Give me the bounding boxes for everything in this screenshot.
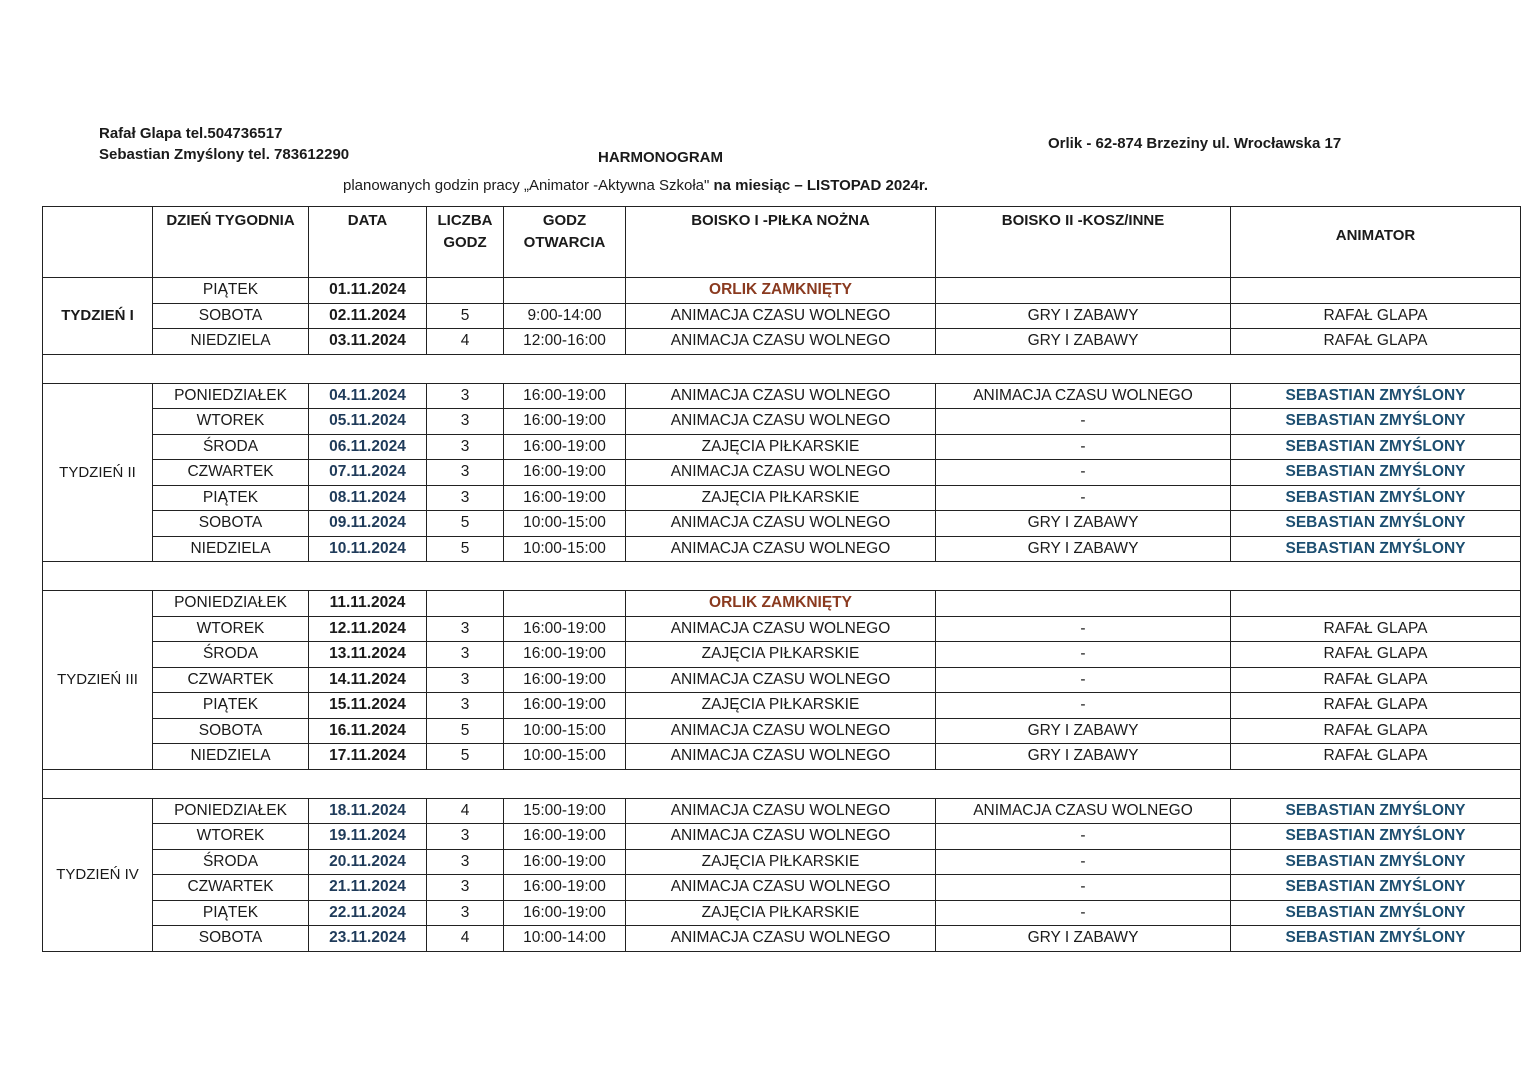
- animator-cell: SEBASTIAN ZMYŚLONY: [1231, 485, 1521, 511]
- time-cell: 16:00-19:00: [504, 667, 626, 693]
- hours-cell: 3: [427, 824, 504, 850]
- field1-cell: ZAJĘCIA PIŁKARSKIE: [626, 485, 936, 511]
- hours-cell: [427, 278, 504, 304]
- document-subtitle: [343, 177, 928, 194]
- hours-cell: 5: [427, 511, 504, 537]
- hours-cell: 3: [427, 616, 504, 642]
- table-row: [43, 303, 1521, 329]
- week-label: TYDZIEŃ I: [43, 278, 153, 355]
- contact-line-glapa: Rafał Glapa tel.504736517: [99, 125, 283, 142]
- col-day: DZIEŃ TYGODNIA: [153, 207, 309, 278]
- date-cell: 08.11.2024: [309, 485, 427, 511]
- field2-cell: -: [936, 485, 1231, 511]
- field2-cell: -: [936, 409, 1231, 435]
- animator-cell: RAFAŁ GLAPA: [1231, 667, 1521, 693]
- field2-cell: -: [936, 460, 1231, 486]
- hours-cell: 3: [427, 667, 504, 693]
- time-cell: 10:00-14:00: [504, 926, 626, 952]
- hours-cell: 3: [427, 460, 504, 486]
- table-row: [43, 926, 1521, 952]
- field2-cell: [936, 278, 1231, 304]
- table-row: [43, 383, 1521, 409]
- table-row: [43, 849, 1521, 875]
- field1-cell: ANIMACJA CZASU WOLNEGO: [626, 303, 936, 329]
- animator-cell: SEBASTIAN ZMYŚLONY: [1231, 824, 1521, 850]
- closed-notice: ORLIK ZAMKNIĘTY: [626, 278, 936, 304]
- time-cell: 16:00-19:00: [504, 383, 626, 409]
- field2-cell: GRY I ZABAWY: [936, 744, 1231, 770]
- animator-cell: [1231, 591, 1521, 617]
- table-row: [43, 591, 1521, 617]
- date-cell: 17.11.2024: [309, 744, 427, 770]
- table-row: [43, 485, 1521, 511]
- date-cell: 18.11.2024: [309, 798, 427, 824]
- time-cell: 10:00-15:00: [504, 744, 626, 770]
- hours-cell: 4: [427, 926, 504, 952]
- field1-cell: ANIMACJA CZASU WOLNEGO: [626, 667, 936, 693]
- day-cell: SOBOTA: [153, 926, 309, 952]
- table-row: [43, 536, 1521, 562]
- field1-cell: ANIMACJA CZASU WOLNEGO: [626, 824, 936, 850]
- table-row: [43, 744, 1521, 770]
- day-cell: SOBOTA: [153, 718, 309, 744]
- date-cell: 01.11.2024: [309, 278, 427, 304]
- table-row: [43, 616, 1521, 642]
- document-title: HARMONOGRAM: [598, 149, 723, 166]
- field1-cell: ZAJĘCIA PIŁKARSKIE: [626, 642, 936, 668]
- date-cell: 07.11.2024: [309, 460, 427, 486]
- animator-cell: RAFAŁ GLAPA: [1231, 329, 1521, 355]
- day-cell: CZWARTEK: [153, 460, 309, 486]
- day-cell: NIEDZIELA: [153, 329, 309, 355]
- day-cell: WTOREK: [153, 616, 309, 642]
- field2-cell: -: [936, 849, 1231, 875]
- field2-cell: GRY I ZABAWY: [936, 511, 1231, 537]
- field2-cell: GRY I ZABAWY: [936, 329, 1231, 355]
- contact-line-zmyslony: Sebastian Zmyślony tel. 783612290: [99, 146, 350, 163]
- week-separator: [43, 769, 1521, 798]
- day-cell: ŚRODA: [153, 642, 309, 668]
- table-row: [43, 460, 1521, 486]
- col-date: DATA: [309, 207, 427, 278]
- time-cell: 15:00-19:00: [504, 798, 626, 824]
- time-cell: 16:00-19:00: [504, 875, 626, 901]
- schedule-table: [42, 206, 1521, 952]
- time-cell: 10:00-15:00: [504, 536, 626, 562]
- field1-cell: ZAJĘCIA PIŁKARSKIE: [626, 693, 936, 719]
- time-cell: 16:00-19:00: [504, 693, 626, 719]
- table-row: [43, 667, 1521, 693]
- animator-cell: RAFAŁ GLAPA: [1231, 303, 1521, 329]
- day-cell: PIĄTEK: [153, 278, 309, 304]
- field2-cell: -: [936, 693, 1231, 719]
- field2-cell: -: [936, 900, 1231, 926]
- day-cell: PONIEDZIAŁEK: [153, 798, 309, 824]
- date-cell: 09.11.2024: [309, 511, 427, 537]
- animator-cell: SEBASTIAN ZMYŚLONY: [1231, 849, 1521, 875]
- hours-cell: 3: [427, 849, 504, 875]
- time-cell: [504, 591, 626, 617]
- animator-cell: SEBASTIAN ZMYŚLONY: [1231, 536, 1521, 562]
- time-cell: 16:00-19:00: [504, 642, 626, 668]
- hours-cell: 4: [427, 329, 504, 355]
- field1-cell: ANIMACJA CZASU WOLNEGO: [626, 875, 936, 901]
- date-cell: 04.11.2024: [309, 383, 427, 409]
- table-row: [43, 434, 1521, 460]
- col-field2: BOISKO II -KOSZ/INNE: [936, 207, 1231, 278]
- date-cell: 14.11.2024: [309, 667, 427, 693]
- date-cell: 12.11.2024: [309, 616, 427, 642]
- date-cell: 10.11.2024: [309, 536, 427, 562]
- day-cell: PIĄTEK: [153, 485, 309, 511]
- field1-cell: ANIMACJA CZASU WOLNEGO: [626, 926, 936, 952]
- time-cell: 12:00-16:00: [504, 329, 626, 355]
- day-cell: ŚRODA: [153, 849, 309, 875]
- date-cell: 02.11.2024: [309, 303, 427, 329]
- field2-cell: -: [936, 875, 1231, 901]
- table-row: [43, 329, 1521, 355]
- col-week: [43, 207, 153, 278]
- hours-cell: 4: [427, 798, 504, 824]
- field1-cell: ANIMACJA CZASU WOLNEGO: [626, 798, 936, 824]
- table-row: [43, 511, 1521, 537]
- col-time: GODZ OTWARCIA: [504, 207, 626, 278]
- field2-cell: GRY I ZABAWY: [936, 718, 1231, 744]
- date-cell: 20.11.2024: [309, 849, 427, 875]
- hours-cell: 3: [427, 434, 504, 460]
- subtitle-part-a: planowanych godzin pracy „Animator -Aktywna Szkoła": [343, 177, 710, 194]
- table-row: [43, 278, 1521, 304]
- header-row: [43, 207, 1521, 278]
- field1-cell: ZAJĘCIA PIŁKARSKIE: [626, 434, 936, 460]
- time-cell: 16:00-19:00: [504, 409, 626, 435]
- date-cell: 23.11.2024: [309, 926, 427, 952]
- hours-cell: 5: [427, 303, 504, 329]
- date-cell: 19.11.2024: [309, 824, 427, 850]
- hours-cell: 3: [427, 875, 504, 901]
- time-cell: 16:00-19:00: [504, 485, 626, 511]
- field2-cell: [936, 591, 1231, 617]
- field1-cell: ANIMACJA CZASU WOLNEGO: [626, 616, 936, 642]
- field1-cell: ANIMACJA CZASU WOLNEGO: [626, 511, 936, 537]
- date-cell: 13.11.2024: [309, 642, 427, 668]
- time-cell: 10:00-15:00: [504, 511, 626, 537]
- col-animator: ANIMATOR: [1231, 207, 1521, 278]
- field2-cell: GRY I ZABAWY: [936, 926, 1231, 952]
- separator-cell: [43, 562, 1521, 591]
- hours-cell: 5: [427, 718, 504, 744]
- table-row: [43, 824, 1521, 850]
- week-separator: [43, 562, 1521, 591]
- animator-cell: RAFAŁ GLAPA: [1231, 642, 1521, 668]
- hours-cell: 3: [427, 485, 504, 511]
- day-cell: ŚRODA: [153, 434, 309, 460]
- field2-cell: GRY I ZABAWY: [936, 303, 1231, 329]
- week-label: TYDZIEŃ II: [43, 383, 153, 562]
- date-cell: 05.11.2024: [309, 409, 427, 435]
- time-cell: 16:00-19:00: [504, 460, 626, 486]
- separator-cell: [43, 769, 1521, 798]
- time-cell: 10:00-15:00: [504, 718, 626, 744]
- animator-cell: SEBASTIAN ZMYŚLONY: [1231, 460, 1521, 486]
- table-row: [43, 900, 1521, 926]
- table-row: [43, 642, 1521, 668]
- day-cell: PIĄTEK: [153, 693, 309, 719]
- date-cell: 21.11.2024: [309, 875, 427, 901]
- day-cell: PONIEDZIAŁEK: [153, 383, 309, 409]
- time-cell: 16:00-19:00: [504, 824, 626, 850]
- week-separator: [43, 354, 1521, 383]
- field2-cell: -: [936, 616, 1231, 642]
- date-cell: 11.11.2024: [309, 591, 427, 617]
- animator-cell: SEBASTIAN ZMYŚLONY: [1231, 900, 1521, 926]
- animator-cell: SEBASTIAN ZMYŚLONY: [1231, 434, 1521, 460]
- field1-cell: ZAJĘCIA PIŁKARSKIE: [626, 849, 936, 875]
- animator-cell: SEBASTIAN ZMYŚLONY: [1231, 875, 1521, 901]
- field1-cell: ANIMACJA CZASU WOLNEGO: [626, 329, 936, 355]
- animator-cell: RAFAŁ GLAPA: [1231, 718, 1521, 744]
- animator-cell: RAFAŁ GLAPA: [1231, 616, 1521, 642]
- separator-cell: [43, 354, 1521, 383]
- table-row: [43, 718, 1521, 744]
- table-row: [43, 693, 1521, 719]
- day-cell: PIĄTEK: [153, 900, 309, 926]
- subtitle-part-b: na miesiąc – LISTOPAD 2024r.: [709, 177, 929, 194]
- field1-cell: ANIMACJA CZASU WOLNEGO: [626, 744, 936, 770]
- animator-cell: SEBASTIAN ZMYŚLONY: [1231, 511, 1521, 537]
- closed-notice: ORLIK ZAMKNIĘTY: [626, 591, 936, 617]
- week-label: TYDZIEŃ III: [43, 591, 153, 770]
- field1-cell: ANIMACJA CZASU WOLNEGO: [626, 718, 936, 744]
- date-cell: 03.11.2024: [309, 329, 427, 355]
- time-cell: 16:00-19:00: [504, 434, 626, 460]
- hours-cell: 3: [427, 900, 504, 926]
- field2-cell: -: [936, 434, 1231, 460]
- day-cell: PONIEDZIAŁEK: [153, 591, 309, 617]
- hours-cell: 3: [427, 383, 504, 409]
- hours-cell: 3: [427, 409, 504, 435]
- animator-cell: [1231, 278, 1521, 304]
- time-cell: 16:00-19:00: [504, 849, 626, 875]
- field1-cell: ANIMACJA CZASU WOLNEGO: [626, 383, 936, 409]
- day-cell: CZWARTEK: [153, 875, 309, 901]
- time-cell: 16:00-19:00: [504, 900, 626, 926]
- animator-cell: SEBASTIAN ZMYŚLONY: [1231, 409, 1521, 435]
- hours-cell: 5: [427, 536, 504, 562]
- field1-cell: ANIMACJA CZASU WOLNEGO: [626, 409, 936, 435]
- hours-cell: 3: [427, 693, 504, 719]
- field2-cell: ANIMACJA CZASU WOLNEGO: [936, 798, 1231, 824]
- hours-cell: [427, 591, 504, 617]
- field2-cell: ANIMACJA CZASU WOLNEGO: [936, 383, 1231, 409]
- field2-cell: -: [936, 642, 1231, 668]
- day-cell: SOBOTA: [153, 511, 309, 537]
- date-cell: 06.11.2024: [309, 434, 427, 460]
- animator-cell: SEBASTIAN ZMYŚLONY: [1231, 383, 1521, 409]
- date-cell: 15.11.2024: [309, 693, 427, 719]
- day-cell: NIEDZIELA: [153, 744, 309, 770]
- table-row: [43, 798, 1521, 824]
- field2-cell: GRY I ZABAWY: [936, 536, 1231, 562]
- day-cell: SOBOTA: [153, 303, 309, 329]
- col-hours: LICZBA GODZ: [427, 207, 504, 278]
- time-cell: 16:00-19:00: [504, 616, 626, 642]
- day-cell: WTOREK: [153, 409, 309, 435]
- hours-cell: 5: [427, 744, 504, 770]
- animator-cell: SEBASTIAN ZMYŚLONY: [1231, 926, 1521, 952]
- field1-cell: ANIMACJA CZASU WOLNEGO: [626, 536, 936, 562]
- animator-cell: RAFAŁ GLAPA: [1231, 693, 1521, 719]
- time-cell: [504, 278, 626, 304]
- field1-cell: ZAJĘCIA PIŁKARSKIE: [626, 900, 936, 926]
- week-label: TYDZIEŃ IV: [43, 798, 153, 951]
- col-field1: BOISKO I -PIŁKA NOŻNA: [626, 207, 936, 278]
- field1-cell: ANIMACJA CZASU WOLNEGO: [626, 460, 936, 486]
- contact-block: [99, 123, 349, 165]
- date-cell: 22.11.2024: [309, 900, 427, 926]
- day-cell: CZWARTEK: [153, 667, 309, 693]
- animator-cell: RAFAŁ GLAPA: [1231, 744, 1521, 770]
- date-cell: 16.11.2024: [309, 718, 427, 744]
- field2-cell: -: [936, 667, 1231, 693]
- venue-address: Orlik - 62-874 Brzeziny ul. Wrocławska 17: [1048, 135, 1342, 152]
- field2-cell: -: [936, 824, 1231, 850]
- time-cell: 9:00-14:00: [504, 303, 626, 329]
- table-row: [43, 875, 1521, 901]
- hours-cell: 3: [427, 642, 504, 668]
- animator-cell: SEBASTIAN ZMYŚLONY: [1231, 798, 1521, 824]
- day-cell: WTOREK: [153, 824, 309, 850]
- day-cell: NIEDZIELA: [153, 536, 309, 562]
- table-row: [43, 409, 1521, 435]
